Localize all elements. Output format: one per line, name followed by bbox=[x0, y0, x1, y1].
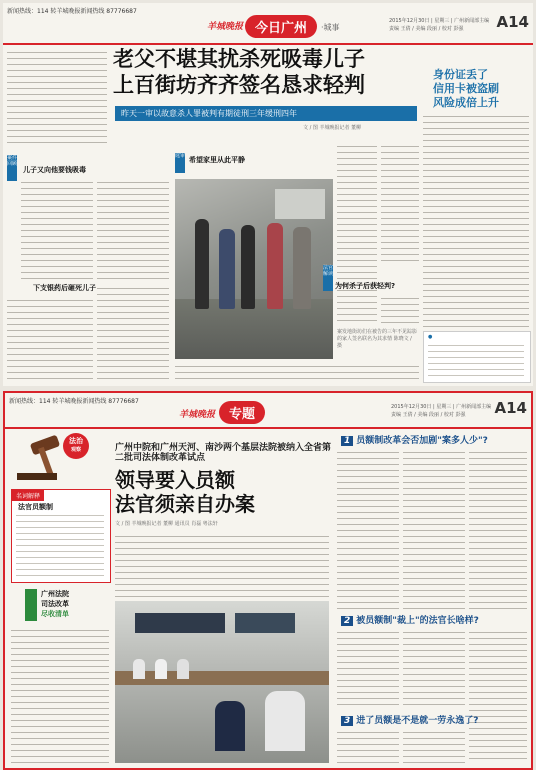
photo-person-foreground-2 bbox=[265, 691, 305, 751]
column-tag-line1: 法治 bbox=[69, 437, 83, 445]
photo-caption: 案发地街坊们在被告的三年不见踪影的家人签名联名为其求情 陈晓文 / 摄 bbox=[337, 329, 418, 349]
q1-column-1 bbox=[337, 449, 399, 609]
q2-column-3 bbox=[469, 629, 527, 763]
photo-screen bbox=[135, 613, 225, 633]
gz-list-heading bbox=[25, 589, 85, 621]
photo-person-foreground bbox=[215, 701, 245, 751]
term-title: 法官员额制 bbox=[18, 503, 53, 511]
body-column-2a bbox=[97, 179, 169, 279]
hotline-text: 新闻热线：114 转羊城晚报新闻热线 87776687 bbox=[7, 8, 137, 15]
q1-column-2 bbox=[403, 449, 465, 609]
section-heading-b: 下支银药后砸死儿子 bbox=[33, 284, 96, 292]
photo-person-c bbox=[177, 659, 189, 679]
question-1-heading bbox=[341, 433, 488, 446]
photo-person-3 bbox=[241, 225, 255, 309]
photo-person-b bbox=[155, 659, 167, 679]
bottom-strip-text bbox=[175, 363, 419, 383]
gz-list-title3: 尽收清单 bbox=[41, 610, 69, 618]
photo-person-a bbox=[133, 659, 145, 679]
term-explanation-box bbox=[11, 489, 111, 583]
section-badge: 专题 bbox=[219, 401, 265, 424]
question-1-number: 1 bbox=[341, 436, 353, 446]
gz-list-title2: 司法改革 bbox=[41, 600, 69, 608]
column-tag-line2: 观察 bbox=[70, 447, 81, 453]
lead-paragraph-block bbox=[7, 49, 107, 145]
body-column-1a bbox=[21, 179, 93, 279]
main-headline-line2: 上百街坊齐齐签名恳求轻判 bbox=[113, 73, 365, 97]
newspaper-logo: 羊城晚报 bbox=[207, 22, 244, 32]
question-3-number: 3 bbox=[341, 716, 353, 726]
body-column-2b bbox=[97, 285, 169, 383]
question-3-text: 进了员额是不是就一劳永逸了? bbox=[356, 716, 479, 726]
photo-building-wall bbox=[275, 189, 325, 219]
side-story-text bbox=[423, 113, 529, 328]
term-definition-text bbox=[16, 512, 104, 576]
special-topic-page bbox=[3, 391, 533, 770]
side-headline-line1: 身份证丢了 bbox=[433, 68, 488, 81]
subhead-bar: 昨天一审以故意杀人罪被判有期徒刑三年缓刑四年 bbox=[115, 106, 417, 121]
photo-person-2 bbox=[219, 229, 235, 309]
photo-person-5 bbox=[293, 227, 311, 309]
gz-list-text bbox=[11, 627, 109, 763]
newspaper-logo: 羊城晚报 bbox=[179, 410, 216, 420]
question-2-heading bbox=[341, 613, 479, 626]
term-box-label: 名词解释 bbox=[12, 490, 44, 501]
column-tag-circle bbox=[63, 433, 89, 459]
tag-court: 庭审 bbox=[175, 153, 185, 173]
q3-column-1 bbox=[337, 729, 399, 763]
meeting-photo bbox=[115, 601, 329, 763]
front-page-clip bbox=[3, 3, 533, 386]
page-number: A14 bbox=[496, 13, 529, 31]
page-header bbox=[3, 3, 533, 45]
news-photo-petition bbox=[175, 179, 333, 359]
hotline-text: 新闻热线：114 转羊城晚报新闻热线 87776687 bbox=[9, 398, 139, 405]
side-headline-line2: 信用卡被盗刷 bbox=[433, 82, 499, 95]
issue-date: 2015年12月30日 | 星期三 | 广州新闻部主编 bbox=[391, 404, 492, 410]
section-subtitle: ·城事 bbox=[321, 23, 340, 32]
question-2-text: 被员额制"裁上"的法官长啥样? bbox=[356, 616, 479, 626]
side-comment-text bbox=[428, 342, 524, 378]
page-header bbox=[5, 393, 531, 429]
side-headline-line3: 风险成倍上升 bbox=[433, 96, 499, 109]
section-heading-d: 为何杀子后获轻判? bbox=[335, 282, 396, 290]
photo-table bbox=[115, 671, 329, 685]
kicker-text: 广州中院和广州天河、南沙两个基层法院被纳入全省第二批司法体制改革试点 bbox=[115, 443, 332, 464]
question-1-text: 员额制改革会否加剧"案多人少"? bbox=[356, 436, 488, 446]
section-heading-c: 希望家里从此平静 bbox=[189, 156, 245, 164]
photo-screen-2 bbox=[235, 613, 295, 633]
headline-byline: 文 / 图 羊城晚报记者 董柳 通讯员 肖磊 粤法轩 bbox=[115, 521, 218, 527]
gz-list-title1: 广州法院 bbox=[41, 590, 69, 598]
editor-credits: 责编 王倩 / 美编 段丽 / 校对 彭强 bbox=[389, 26, 464, 32]
body-column-3 bbox=[337, 143, 377, 323]
section-heading-a: 儿子又向他要钱吸毒 bbox=[23, 166, 86, 174]
gz-list-accent bbox=[25, 589, 37, 621]
intro-text bbox=[115, 533, 329, 597]
body-column-4b bbox=[381, 295, 419, 325]
photo-person-4 bbox=[267, 223, 283, 309]
tag-case-review: 案件回顾 bbox=[7, 155, 17, 181]
section-badge: 今日广州 bbox=[245, 15, 317, 38]
tag-judge-explain: 法官解读 bbox=[323, 265, 333, 291]
q2-column-2 bbox=[403, 629, 465, 709]
q2-column-1 bbox=[337, 629, 399, 709]
question-2-number: 2 bbox=[341, 616, 353, 626]
issue-date: 2015年12月30日 | 星期三 | 广州新闻部主编 bbox=[389, 18, 490, 24]
editor-credits: 责编 王倩 / 美编 段丽 / 校对 彭强 bbox=[391, 412, 466, 418]
headline-byline: 文 / 图 羊城晚报记者 董柳 bbox=[303, 125, 362, 131]
main-headline-line2: 法官须亲自办案 bbox=[115, 492, 255, 516]
q1-column-3 bbox=[469, 449, 527, 609]
question-3-heading bbox=[341, 713, 479, 726]
page-number: A14 bbox=[494, 399, 527, 417]
photo-person-1 bbox=[195, 219, 209, 309]
comment-label-icon: ● bbox=[428, 334, 433, 340]
q3-column-2 bbox=[403, 729, 465, 763]
body-column-4 bbox=[381, 143, 419, 263]
body-column-1b bbox=[7, 297, 93, 383]
main-headline-line1: 领导要入员额 bbox=[115, 468, 235, 492]
main-headline-line1: 老父不堪其扰杀死吸毒儿子 bbox=[113, 47, 365, 71]
side-comment-box bbox=[423, 331, 531, 383]
